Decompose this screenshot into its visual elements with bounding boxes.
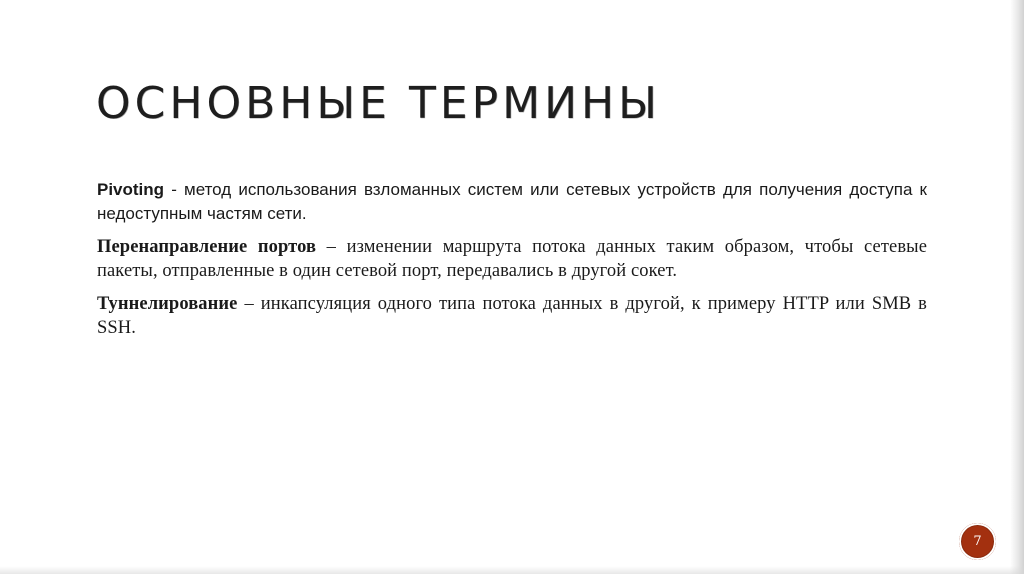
right-edge-shadow — [1010, 0, 1024, 574]
definition-pivoting — [97, 178, 927, 226]
page-number: 7 — [973, 534, 982, 549]
term-port-forwarding: Перенаправление портов — [97, 237, 317, 257]
bottom-edge-shadow — [0, 566, 1024, 574]
definition-port-forwarding — [97, 235, 927, 283]
slide-title: ОСНОВНЫЕ ТЕРМИНЫ — [96, 78, 661, 129]
definition-tunneling — [97, 292, 927, 340]
term-pivoting: Pivoting — [97, 180, 165, 199]
slide-body — [97, 178, 927, 349]
definition-port-forwarding-text: – изменении маршрута потока данных таким образом, чтобы сетевые пакеты, отправленные в один сетевой порт, передавались в другой сокет. — [97, 237, 928, 281]
definition-pivoting-text: - метод использования взломанных систем или сетевых устройств для получения доступа к недоступным частям сети. — [97, 180, 927, 223]
term-tunneling: Туннелирование — [97, 294, 238, 314]
page-number-badge — [959, 523, 996, 560]
definition-tunneling-text: – инкапсуляция одного типа потока данных в другой, к примеру HTTP или SMB в SSH. — [97, 294, 927, 338]
